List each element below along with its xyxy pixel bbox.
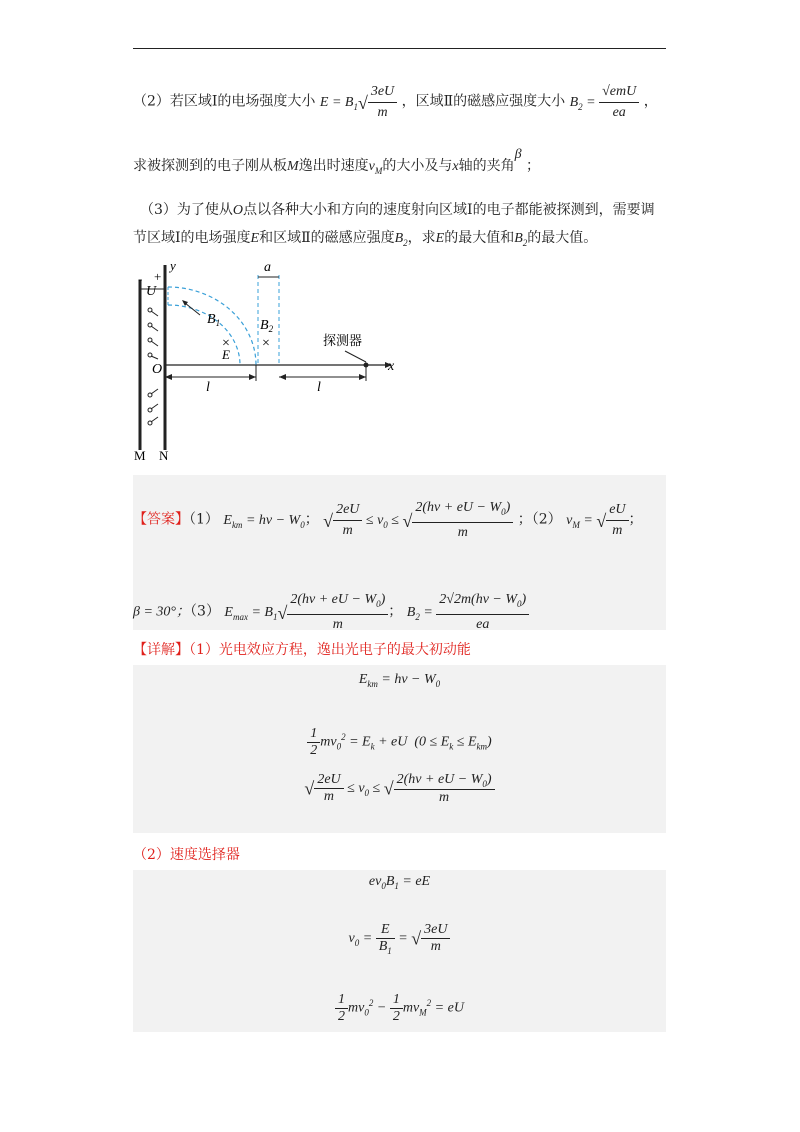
answer-line1: 【答案】（1） $E_{km} = h\nu - W_0$； √ $\frac{2eU}{m}$ ≤ $v_0$ ≤ √ $\frac{2(h\nu + eU - W_0)}{m}$ ；（2） $v_M$ = √ $\frac{eU}{m}$ ； <box>133 500 643 540</box>
physics-diagram <box>130 255 410 465</box>
eq-photoelectric: $E_{km} = h\nu - W_0$ <box>358 672 441 689</box>
B1-label: $B_1$ <box>207 312 221 328</box>
detector-label: 探测器 <box>323 333 363 348</box>
a-label: a <box>264 260 271 275</box>
eq-energy: $\frac{1}{2}$ $mv_0^2 = E_k$ + eU $(0 \le E_k \le E_{km})$ <box>133 726 666 759</box>
formula-E: $E = B_1√$ $\frac{3eU}{m}$ <box>320 95 397 110</box>
minus-sign: - <box>138 271 143 286</box>
y-label: y <box>170 258 176 273</box>
U-label: U <box>146 284 157 299</box>
B2-label: $B_2$ <box>260 318 274 334</box>
formula-B2: $B_2$ = $\frac{\text{√emU}}{ea}$ <box>570 95 640 110</box>
eq-v0: $v_0$ = $\frac{E}{B_1}$ = √ $\frac{3eU}{m}$ <box>133 922 666 956</box>
eq-velocity-selector: $ev_0B_1$ = eE <box>368 874 431 891</box>
M-label: M <box>134 448 146 463</box>
plus-sign: + <box>154 269 162 284</box>
E-label: E <box>222 347 230 362</box>
eq-v0-range: √ $\frac{2eU}{m}$ ≤ $v_0$ ≤ √ $\frac{2(h\nu + eU - W_0)}{m}$ <box>133 772 666 806</box>
q3-line2: 节区域Ⅰ的电场强度E和区域Ⅱ的磁感应强度$B_2$，求E的最大值和$B_2$的最大值。 <box>133 230 598 248</box>
l-label-2: l <box>317 380 321 395</box>
x-label: x <box>388 359 395 374</box>
eq-work: $\frac{1}{2}$ $mv_0^2$ − $\frac{1}{2}$ $mv_M^2$ = eU <box>133 992 666 1025</box>
B2-cross: × <box>262 336 270 351</box>
detail-line1: 【详解】（1）光电效应方程，逸出光电子的最大初动能 <box>133 642 471 658</box>
l-label-1: l <box>206 380 210 395</box>
N-label: N <box>159 448 169 463</box>
top-rule <box>133 48 666 49</box>
q2-line1: （2）若区域Ⅰ的电场强度大小 $E = B_1√$ $\frac{3eU}{m}$ ，区域Ⅱ的磁感应强度大小 $B_2$ = $\frac{\text{√emU}}{ea}$ ， <box>133 84 658 120</box>
answer-line2: β = 30°；（3） $E_{max} = B_1√$ $\frac{2(h\nu + eU - W_0)}{m}$ ； $B_2$ = $\frac{2√2m(h\nu - W_0)}{ea}$ <box>133 590 529 635</box>
detail-line2: （2）速度选择器 <box>133 847 240 863</box>
E-cross: × <box>222 336 230 351</box>
q2-line2: 求被探测到的电子刚从板M逸出时速度$v_M$的大小及与x轴的夹角β ； <box>133 147 541 176</box>
origin-label: O <box>152 362 163 377</box>
q3-line1: （3）为了使从O点以各种大小和方向的速度射向区域Ⅰ的电子都能被探测到，需要调 <box>140 202 655 218</box>
